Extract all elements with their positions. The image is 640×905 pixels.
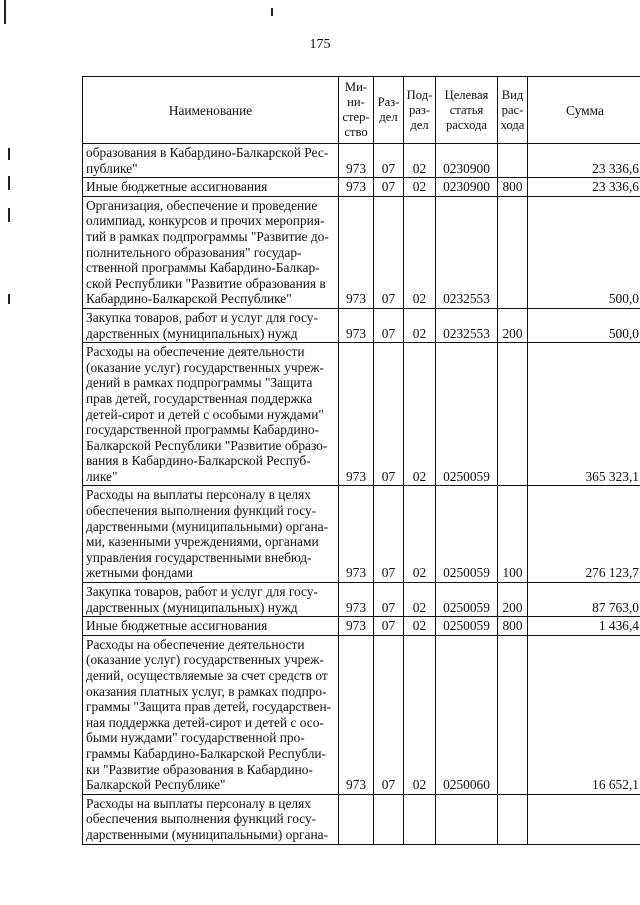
- row-target: 0230900: [436, 178, 498, 197]
- row-name: Расходы на выплаты персоналу в целях обеспечения выполнения функций госу- дарственными (муниципальными) органа- ми, казенными учреждениями, органами управления государственными внебюд- жетными фондами: [83, 486, 339, 583]
- row-ministry: [339, 794, 374, 844]
- header-sum: Сумма: [528, 77, 640, 144]
- row-target: 0250059: [436, 583, 498, 617]
- row-type: 100: [498, 486, 528, 583]
- row-type: 800: [498, 617, 528, 636]
- table-row: [83, 343, 640, 486]
- row-target: 0232553: [436, 196, 498, 308]
- row-ministry: 973: [339, 343, 374, 486]
- row-name: Иные бюджетные ассигнования: [83, 617, 339, 636]
- row-sum: 16 652,1: [528, 635, 640, 794]
- table-row: [83, 308, 640, 342]
- scan-mark: [8, 148, 10, 160]
- page-number: 175: [309, 37, 331, 52]
- header-section: Раз- дел: [374, 77, 404, 144]
- table-row: [83, 794, 640, 844]
- row-subsection: 02: [404, 617, 436, 636]
- scan-mark: [271, 8, 273, 16]
- header-target: Целевая статья расхода: [436, 77, 498, 144]
- row-target: 0250060: [436, 635, 498, 794]
- row-subsection: 02: [404, 635, 436, 794]
- row-section: 07: [374, 178, 404, 197]
- header-expense-type: Вид рас- хода: [498, 77, 528, 144]
- row-target: 0230900: [436, 144, 498, 178]
- row-target: 0250059: [436, 486, 498, 583]
- header-name: Наименование: [83, 77, 339, 144]
- scan-mark: [8, 208, 10, 222]
- row-subsection: 02: [404, 196, 436, 308]
- row-name: Закупка товаров, работ и услуг для госу- дарственных (муниципальных) нужд: [83, 583, 339, 617]
- table-row: [83, 583, 640, 617]
- row-sum: 500,0: [528, 308, 640, 342]
- row-section: 07: [374, 196, 404, 308]
- row-subsection: 02: [404, 583, 436, 617]
- row-name: Расходы на выплаты персоналу в целях обеспечения выполнения функций госу- дарственными (муниципальными) органа-: [83, 794, 339, 844]
- row-type: [498, 343, 528, 486]
- scan-mark: [4, 0, 6, 24]
- row-type: [498, 196, 528, 308]
- row-subsection: 02: [404, 144, 436, 178]
- row-type: 200: [498, 583, 528, 617]
- scan-mark: [8, 176, 10, 190]
- row-subsection: 02: [404, 343, 436, 486]
- row-ministry: 973: [339, 635, 374, 794]
- row-sum: 365 323,1: [528, 343, 640, 486]
- row-section: 07: [374, 308, 404, 342]
- row-name: образования в Кабардино-Балкарской Рес- публике": [83, 144, 339, 178]
- row-ministry: 973: [339, 144, 374, 178]
- table-row: [83, 178, 640, 197]
- row-subsection: [404, 794, 436, 844]
- row-section: 07: [374, 617, 404, 636]
- row-name: Иные бюджетные ассигнования: [83, 178, 339, 197]
- row-name: Расходы на обеспечение деятельности (оказание услуг) государственных учреж- дений, осуществляемые за счет средств от оказания платных услуг, в рамках подпро- граммы "Защита прав детей, государствен- ная поддержка детей-сирот и детей с осо- быми нуждами" государственной про- граммы Кабардино-Балкарской Республи- ки "Развитие образования в Кабардино- Балкарской Республике": [83, 635, 339, 794]
- row-section: 07: [374, 583, 404, 617]
- row-sum: 23 336,6: [528, 178, 640, 197]
- table-row: [83, 196, 640, 308]
- row-target: 0250059: [436, 617, 498, 636]
- row-type: 800: [498, 178, 528, 197]
- row-name: Организация, обеспечение и проведение олимпиад, конкурсов и прочих мероприя- тий в рамках подпрограммы "Развитие до- полнительного образования" государ- ственной программы Кабардино-Балкар- ской Республики "Развитие образования в Кабардино-Балкарской Республике": [83, 196, 339, 308]
- row-ministry: 973: [339, 178, 374, 197]
- table-header-row: [83, 77, 640, 144]
- table-row: [83, 635, 640, 794]
- row-type: [498, 794, 528, 844]
- table-row: [83, 144, 640, 178]
- row-name: Расходы на обеспечение деятельности (оказание услуг) государственных учреж- дений в рамках подпрограммы "Защита прав детей, государственная поддержка детей-сирот и детей с особыми нуждами" государственной программы Кабардино- Балкарской Республики "Развитие образо- вания в Кабардино-Балкарской Респуб- лике": [83, 343, 339, 486]
- row-ministry: 973: [339, 196, 374, 308]
- row-type: [498, 144, 528, 178]
- row-section: 07: [374, 486, 404, 583]
- row-type: 200: [498, 308, 528, 342]
- row-sum: 276 123,7: [528, 486, 640, 583]
- row-name: Закупка товаров, работ и услуг для госу- дарственных (муниципальных) нужд: [83, 308, 339, 342]
- row-sum: 87 763,0: [528, 583, 640, 617]
- row-ministry: 973: [339, 308, 374, 342]
- row-sum: 23 336,6: [528, 144, 640, 178]
- row-subsection: 02: [404, 178, 436, 197]
- row-section: 07: [374, 343, 404, 486]
- header-subsection: Под- раз- дел: [404, 77, 436, 144]
- header-ministry: Ми- ни- стер- ство: [339, 77, 374, 144]
- row-ministry: 973: [339, 583, 374, 617]
- row-target: [436, 794, 498, 844]
- row-ministry: 973: [339, 486, 374, 583]
- budget-table: [82, 76, 640, 845]
- row-ministry: 973: [339, 617, 374, 636]
- row-sum: [528, 794, 640, 844]
- table-row: [83, 486, 640, 583]
- row-subsection: 02: [404, 486, 436, 583]
- scan-mark: [8, 294, 10, 304]
- row-target: 0232553: [436, 308, 498, 342]
- row-section: 07: [374, 144, 404, 178]
- row-target: 0250059: [436, 343, 498, 486]
- row-subsection: 02: [404, 308, 436, 342]
- row-section: 07: [374, 635, 404, 794]
- table-row: [83, 617, 640, 636]
- row-section: [374, 794, 404, 844]
- row-type: [498, 635, 528, 794]
- row-sum: 1 436,4: [528, 617, 640, 636]
- row-sum: 500,0: [528, 196, 640, 308]
